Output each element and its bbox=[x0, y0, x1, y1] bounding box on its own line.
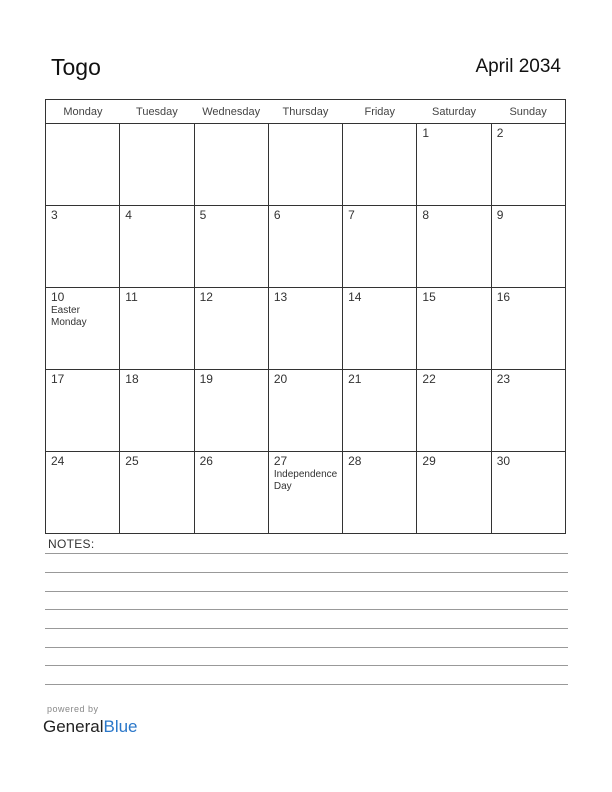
week-row bbox=[46, 124, 566, 206]
day-number: 14 bbox=[348, 290, 362, 304]
day-number: 19 bbox=[199, 372, 213, 386]
day-cell bbox=[343, 206, 417, 288]
day-cell bbox=[417, 206, 491, 288]
day-cell bbox=[46, 206, 120, 288]
day-cell bbox=[268, 124, 342, 206]
weekday-sunday: Sunday bbox=[491, 100, 565, 124]
day-number: 15 bbox=[422, 290, 436, 304]
day-number: 6 bbox=[273, 208, 281, 222]
day-cell bbox=[491, 288, 565, 370]
day-cell bbox=[417, 288, 491, 370]
day-number: 20 bbox=[273, 372, 288, 386]
day-number: 22 bbox=[422, 372, 436, 386]
day-cell bbox=[343, 370, 417, 452]
day-cell bbox=[417, 452, 491, 534]
day-number: 16 bbox=[496, 290, 511, 304]
day-number: 29 bbox=[422, 454, 436, 468]
day-number: 23 bbox=[496, 372, 511, 386]
holiday-label: Independence Day bbox=[273, 469, 338, 492]
day-cell bbox=[46, 452, 120, 534]
day-number: 30 bbox=[496, 454, 511, 468]
day-cell bbox=[194, 452, 268, 534]
day-number: 13 bbox=[273, 290, 288, 304]
note-line bbox=[45, 665, 568, 666]
month-year-title: April 2034 bbox=[475, 56, 561, 77]
week-row bbox=[46, 452, 566, 534]
day-cell bbox=[491, 206, 565, 288]
day-cell bbox=[46, 288, 120, 370]
day-cell bbox=[343, 288, 417, 370]
day-cell bbox=[120, 370, 194, 452]
notes-label: NOTES: bbox=[48, 537, 95, 551]
weekday-wednesday: Wednesday bbox=[194, 100, 268, 124]
country-title: Togo bbox=[51, 54, 101, 80]
day-cell bbox=[268, 206, 342, 288]
brand-logo[interactable] bbox=[43, 717, 138, 737]
day-number: 21 bbox=[348, 372, 362, 386]
note-line bbox=[45, 628, 568, 629]
weekday-saturday: Saturday bbox=[417, 100, 491, 124]
day-number: 24 bbox=[51, 454, 65, 468]
note-line bbox=[45, 609, 568, 610]
day-number: 2 bbox=[496, 126, 504, 140]
powered-by-label: powered by bbox=[47, 704, 99, 714]
calendar-grid bbox=[45, 99, 566, 534]
day-number: 12 bbox=[199, 290, 213, 304]
day-number: 1 bbox=[422, 126, 430, 140]
day-cell bbox=[120, 452, 194, 534]
day-number: 9 bbox=[496, 208, 504, 222]
day-cell bbox=[491, 124, 565, 206]
note-line bbox=[45, 684, 568, 685]
day-cell bbox=[491, 452, 565, 534]
day-cell bbox=[120, 206, 194, 288]
holiday-label: Easter Monday bbox=[51, 305, 87, 328]
weekday-friday: Friday bbox=[343, 100, 417, 124]
day-number: 7 bbox=[348, 208, 355, 222]
day-cell bbox=[46, 370, 120, 452]
note-line bbox=[45, 591, 568, 592]
weekday-thursday: Thursday bbox=[268, 100, 342, 124]
day-number: 3 bbox=[51, 208, 58, 222]
day-number: 28 bbox=[348, 454, 362, 468]
day-cell bbox=[194, 206, 268, 288]
day-cell bbox=[194, 288, 268, 370]
brand-general: General bbox=[43, 717, 104, 736]
day-cell bbox=[120, 124, 194, 206]
week-row bbox=[46, 370, 566, 452]
week-row bbox=[46, 288, 566, 370]
brand-blue: Blue bbox=[103, 717, 138, 736]
day-number: 17 bbox=[51, 372, 65, 386]
day-number: 11 bbox=[125, 290, 138, 304]
day-number: 18 bbox=[125, 372, 139, 386]
day-cell bbox=[417, 124, 491, 206]
day-number: 8 bbox=[422, 208, 430, 222]
day-number: 25 bbox=[125, 454, 139, 468]
day-number: 26 bbox=[199, 454, 213, 468]
day-cell bbox=[268, 452, 342, 534]
day-cell bbox=[417, 370, 491, 452]
day-cell bbox=[120, 288, 194, 370]
note-line bbox=[45, 553, 568, 554]
day-cell bbox=[343, 124, 417, 206]
note-line bbox=[45, 572, 568, 573]
day-number: 27 bbox=[273, 454, 288, 468]
weekday-tuesday: Tuesday bbox=[120, 100, 194, 124]
day-cell bbox=[46, 124, 120, 206]
note-line bbox=[45, 647, 568, 648]
day-cell bbox=[268, 370, 342, 452]
day-number: 10 bbox=[51, 290, 65, 304]
day-number: 5 bbox=[199, 208, 207, 222]
day-cell bbox=[194, 370, 268, 452]
day-cell bbox=[343, 452, 417, 534]
day-cell bbox=[491, 370, 565, 452]
day-number: 4 bbox=[125, 208, 132, 222]
weekday-header-row bbox=[46, 100, 566, 124]
day-cell bbox=[194, 124, 268, 206]
weekday-monday: Monday bbox=[46, 100, 120, 124]
week-row bbox=[46, 206, 566, 288]
day-cell bbox=[268, 288, 342, 370]
